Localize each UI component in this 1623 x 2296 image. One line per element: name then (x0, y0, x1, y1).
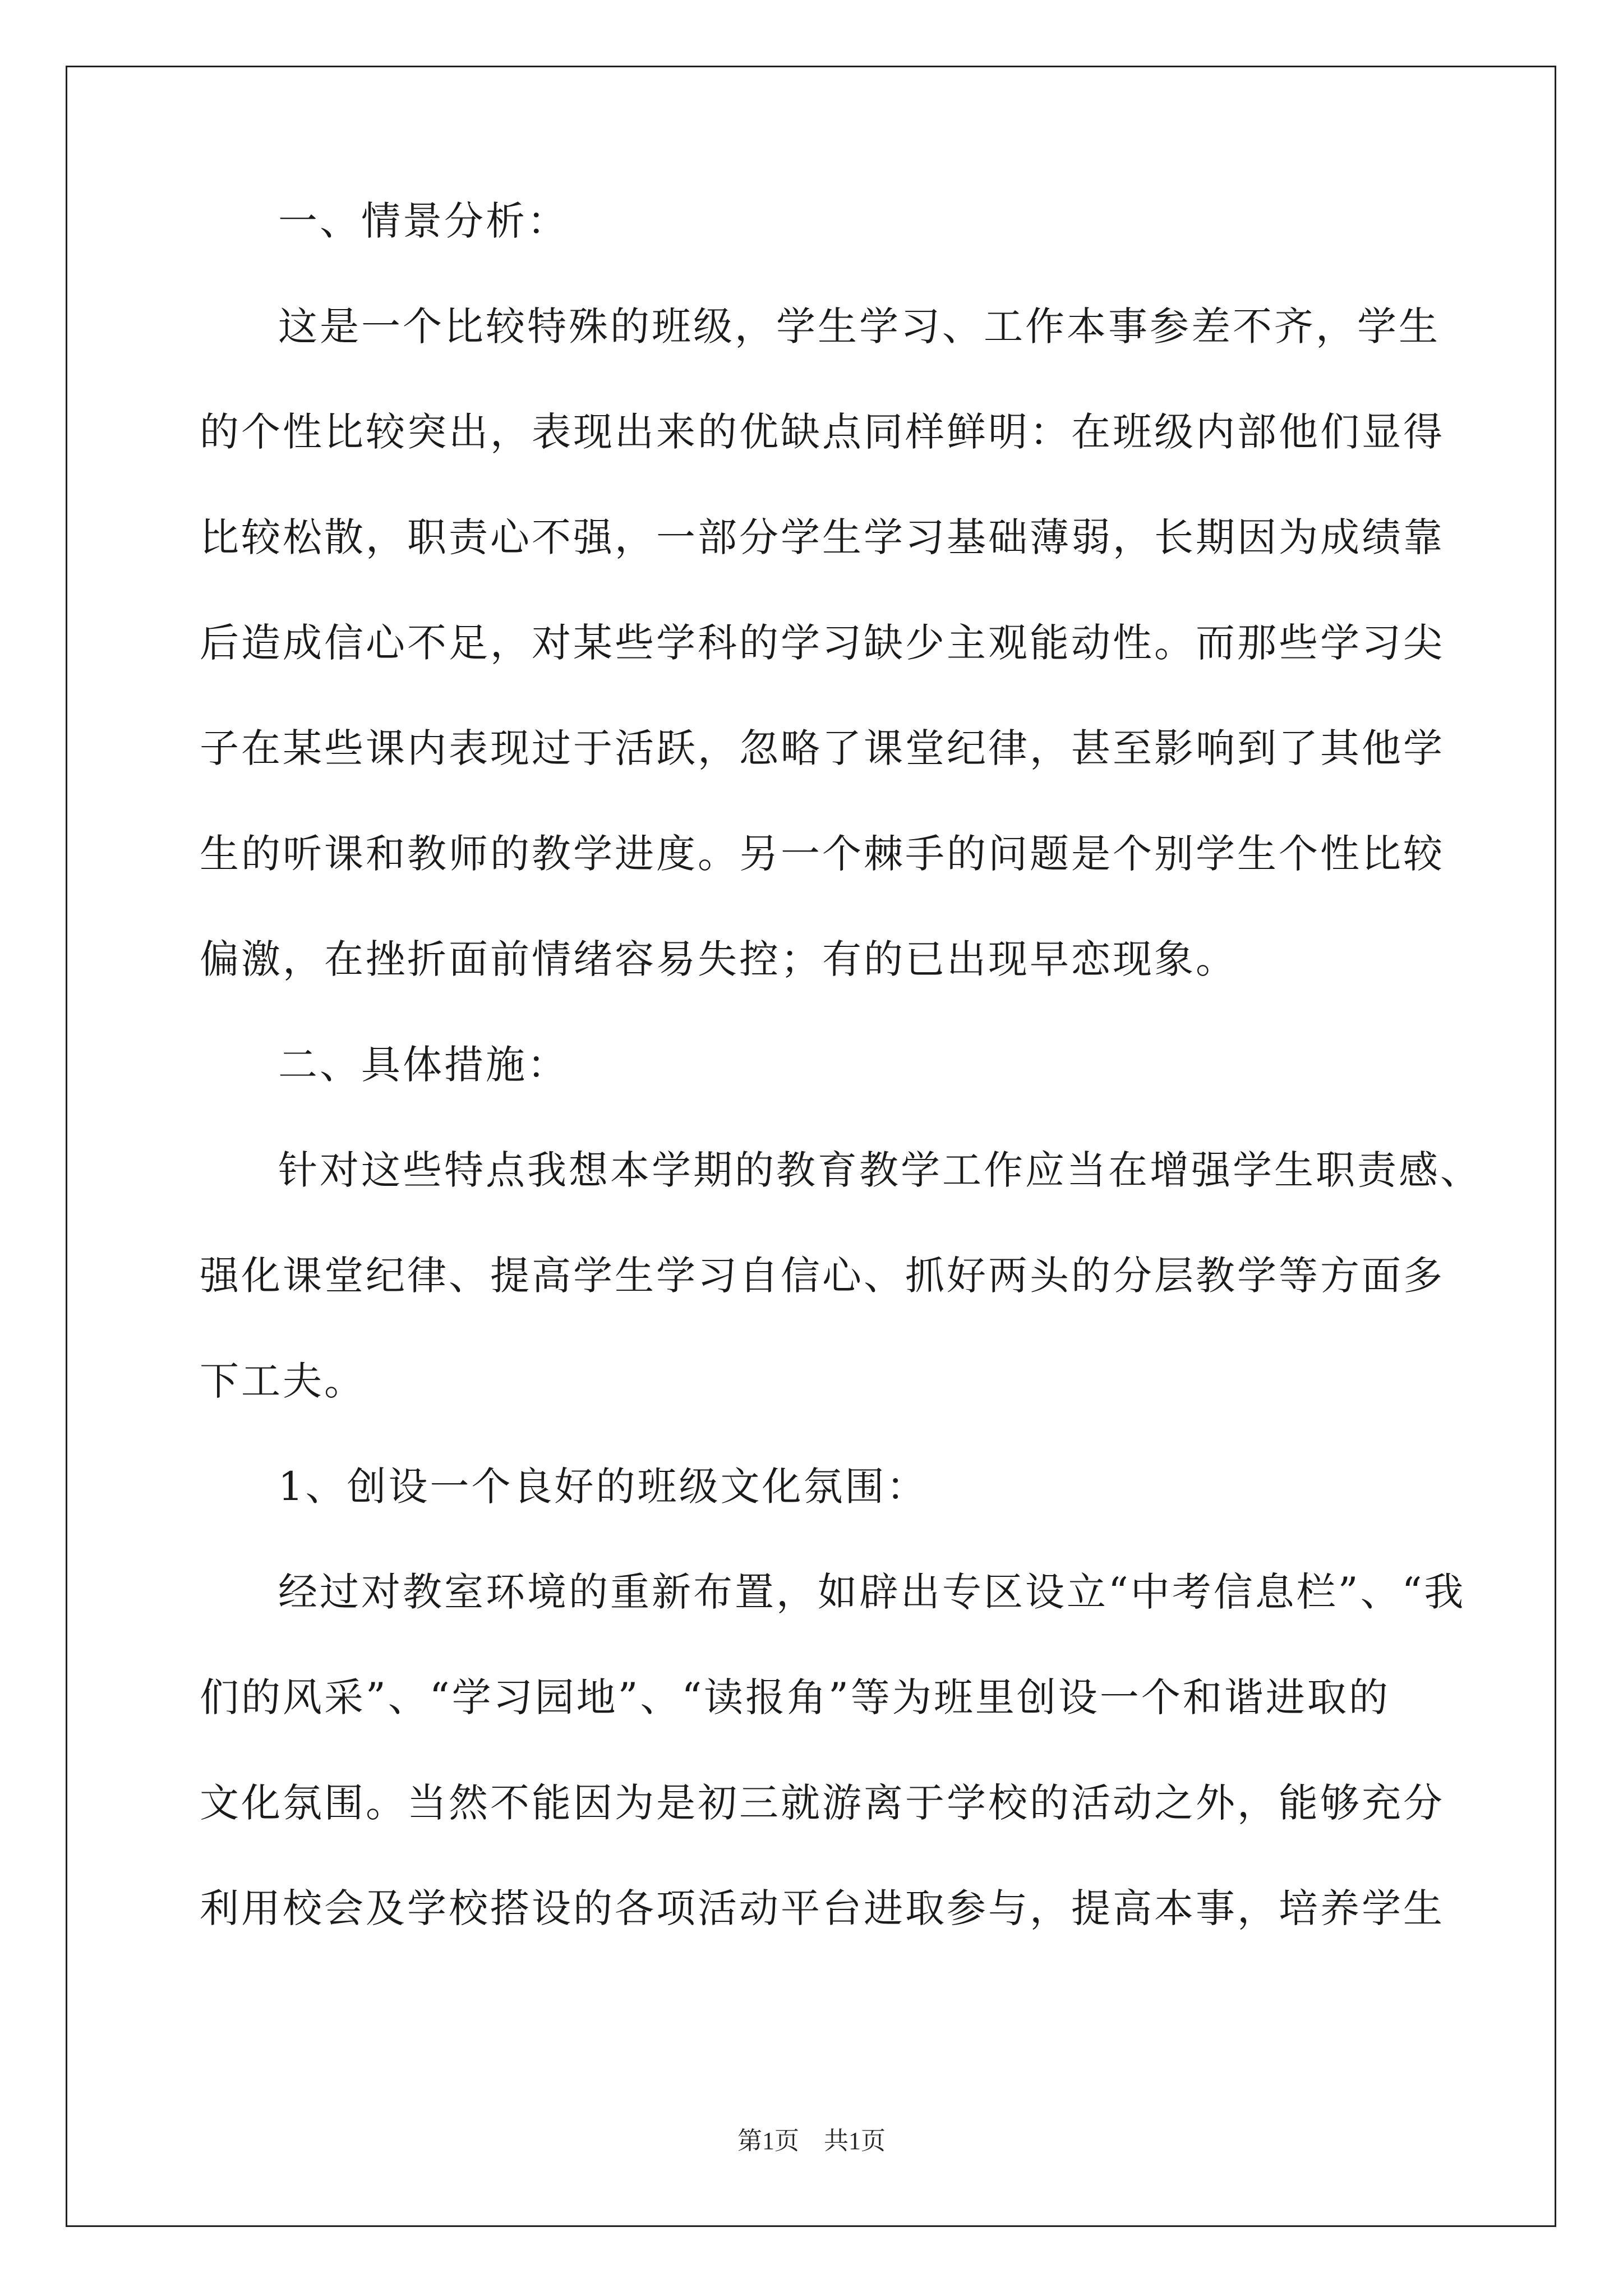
text-line: 的个性比较突出，表现出来的优缺点同样鲜明：在班级内部他们显得 (200, 409, 1445, 455)
text-line: 利用校会及学校搭设的各项活动平台进取参与，提高本事，培养学生 (200, 1885, 1445, 1931)
text-line: 比较松散，职责心不强，一部分学生学习基础薄弱，长期因为成绩靠 (200, 514, 1445, 560)
text-line: 针对这些特点我想本学期的教育教学工作应当在增强学生职责感、 (278, 1147, 1482, 1193)
text-line: 偏激，在挫折面前情绪容易失控；有的已出现早恋现象。 (200, 936, 1237, 982)
section-heading: 二、具体措施： (278, 1042, 569, 1088)
subsection-heading: 1、创设一个良好的班级文化氛围： (278, 1464, 928, 1510)
page-number: 第1页 (737, 2127, 799, 2155)
page-footer (0, 2120, 1623, 2156)
text-line: 后造成信心不足，对某些学科的学习缺少主观能动性。而那些学习尖 (200, 620, 1445, 666)
section-heading: 一、情景分析： (278, 198, 569, 244)
text-line: 经过对教室环境的重新布置，如辟出专区设立“中考信息栏”、“我 (278, 1569, 1466, 1615)
text-line: 们的风采”、“学习园地”、“读报角”等为班里创设一个和谐进取的 (200, 1674, 1390, 1720)
text-line: 强化课堂纪律、提高学生学习自信心、抓好两头的分层教学等方面多 (200, 1253, 1445, 1299)
text-line: 这是一个比较特殊的班级，学生学习、工作本事参差不齐，学生 (278, 303, 1440, 349)
text-line: 生的听课和教师的教学进度。另一个棘手的问题是个别学生个性比较 (200, 831, 1445, 877)
text-line: 子在某些课内表现过于活跃，忽略了课堂纪律，甚至影响到了其他学 (200, 725, 1445, 771)
document-body (200, 168, 1482, 1961)
text-line: 文化氛围。当然不能因为是初三就游离于学校的活动之外，能够充分 (200, 1780, 1445, 1826)
text-line: 下工夫。 (200, 1358, 366, 1404)
page-total: 共1页 (824, 2127, 886, 2155)
